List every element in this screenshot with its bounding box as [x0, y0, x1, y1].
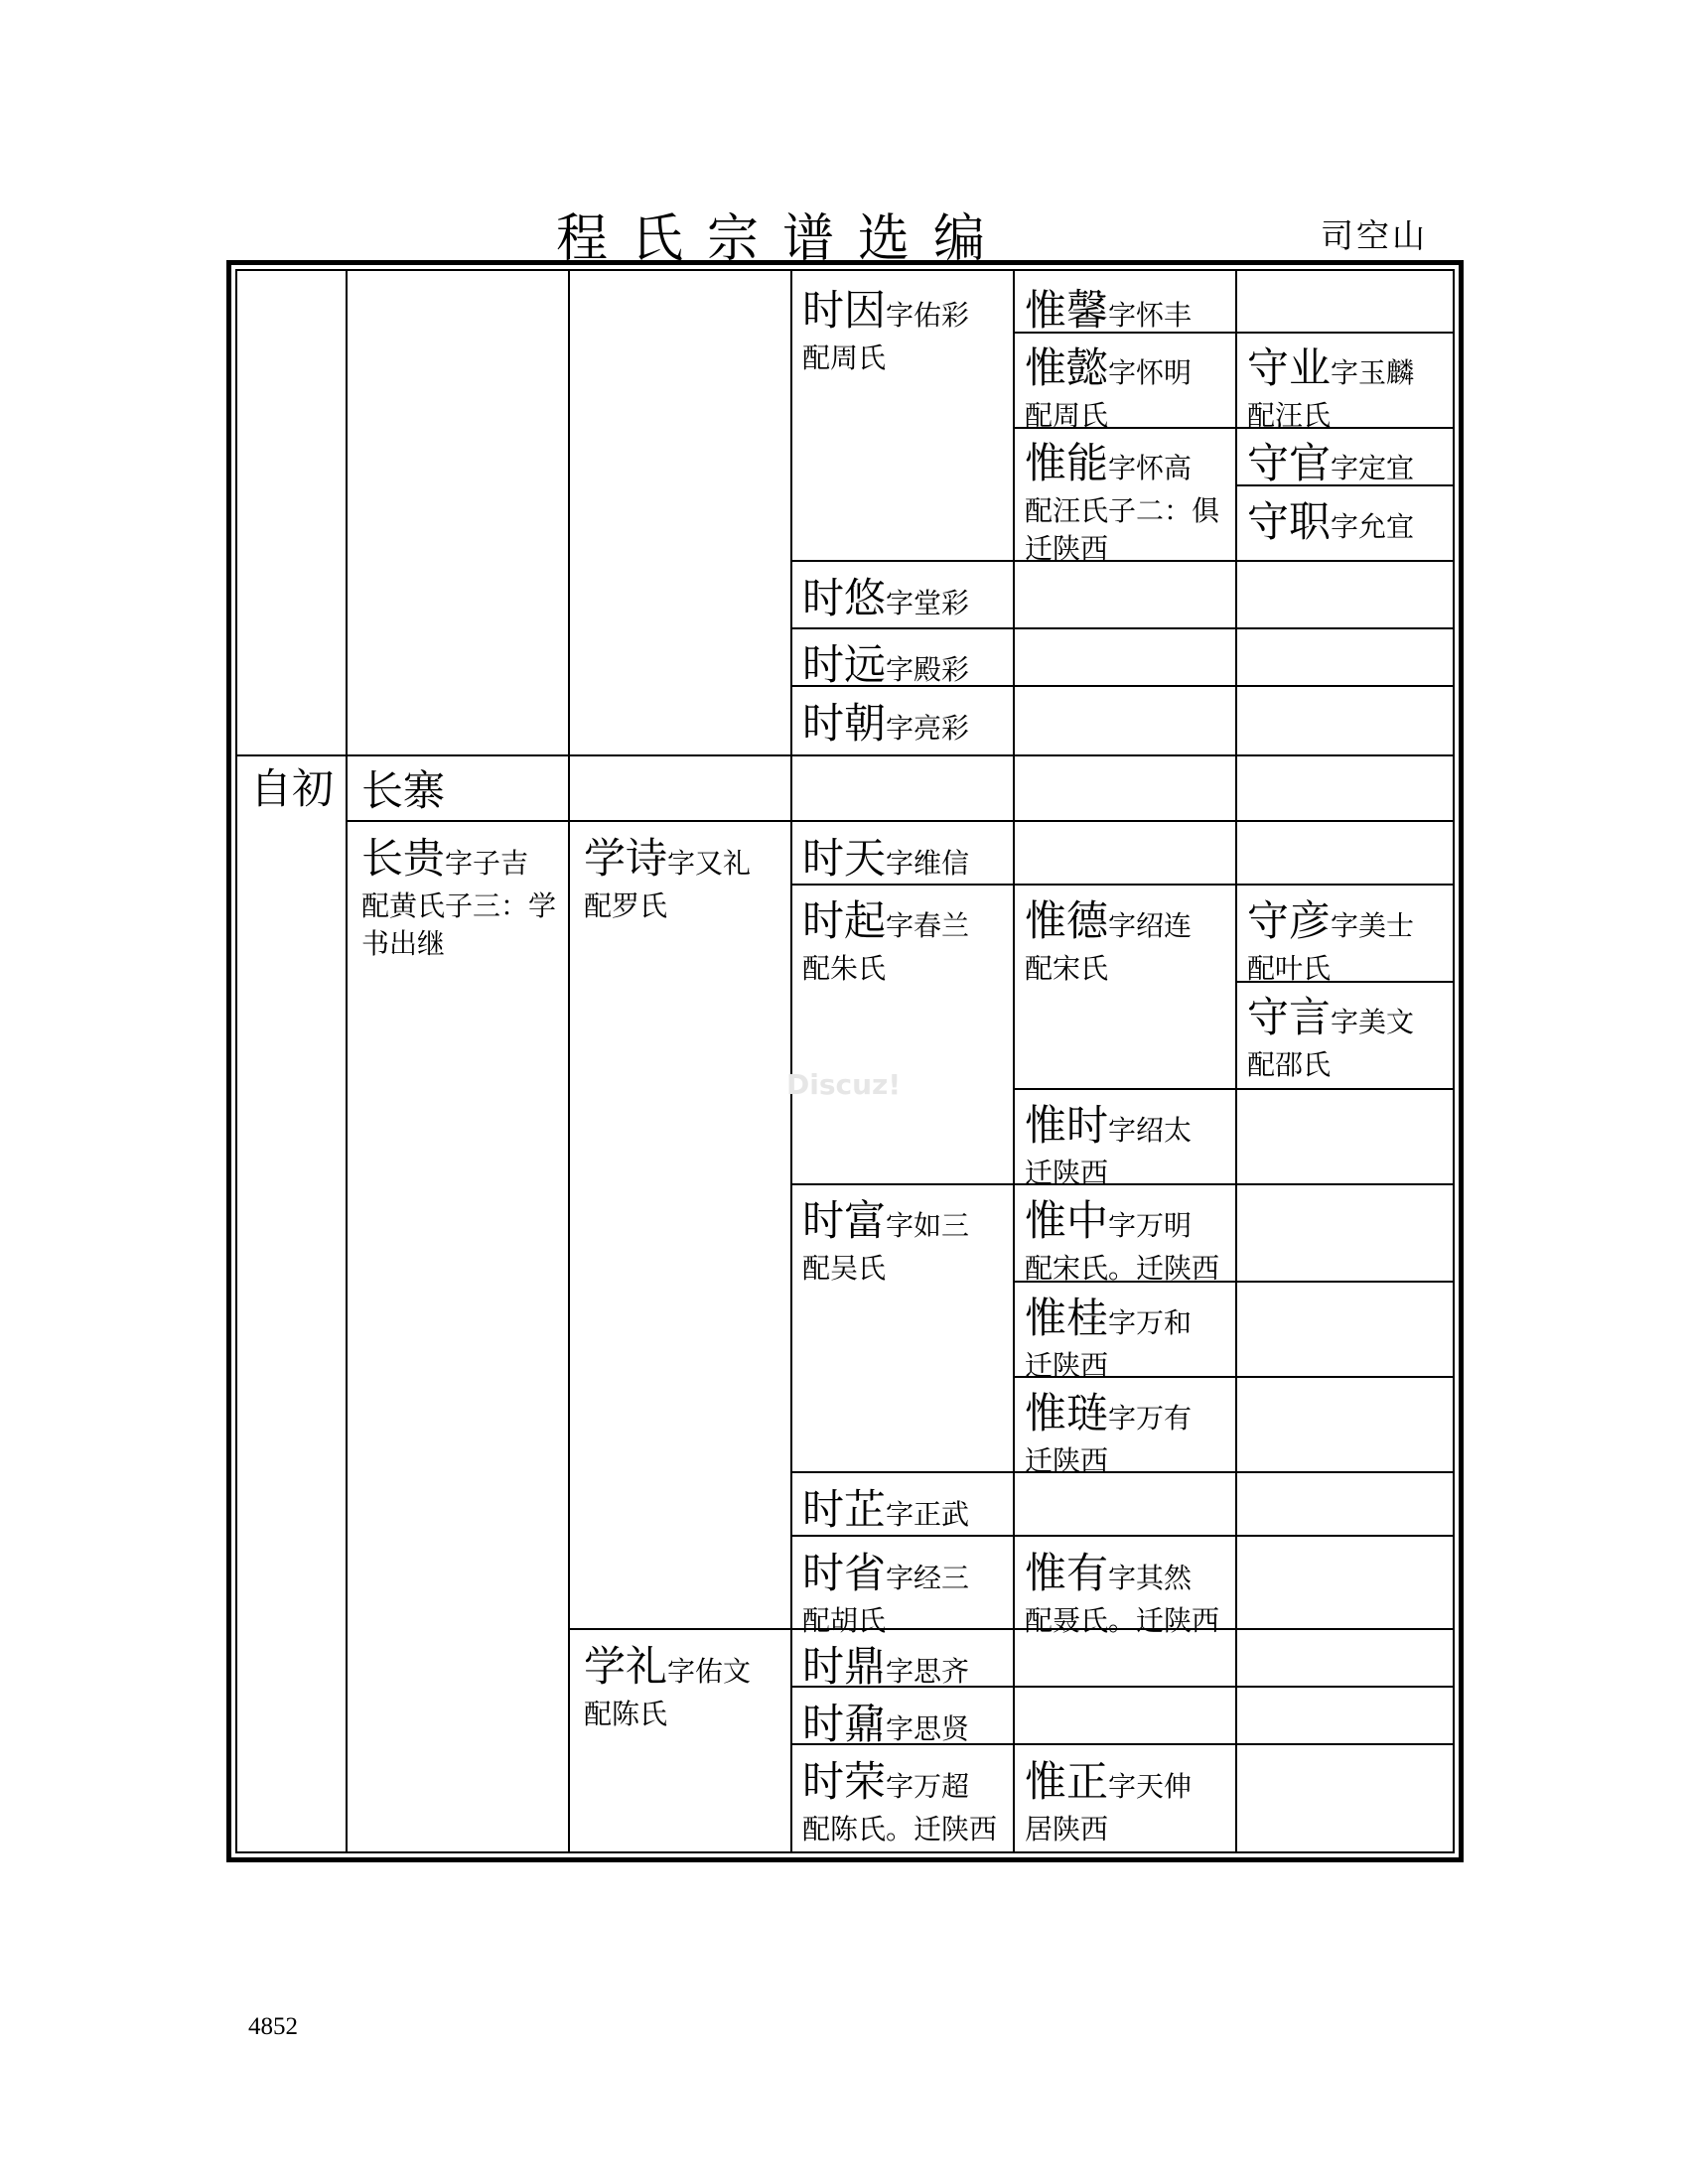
column-divider: [568, 269, 570, 1853]
courtesy-name: 字其然: [1108, 1562, 1193, 1594]
courtesy-name: 字美文: [1331, 1006, 1415, 1038]
person-name: 学礼: [584, 1642, 668, 1691]
spouse-note: 配陈氏。迁陕西: [802, 1813, 998, 1845]
entry-shizhi: [802, 1477, 969, 1537]
spouse-note: 配吴氏: [802, 1252, 887, 1285]
entry-changzhai: [361, 758, 445, 818]
page-subtitle: 司空山: [1321, 216, 1428, 255]
spouse-note: 配周氏: [802, 341, 887, 374]
courtesy-name: 字佑文: [667, 1655, 752, 1688]
spouse-note: 配汪氏子二：俱: [1025, 494, 1220, 527]
column-divider: [346, 269, 348, 1853]
entry-changgui: [361, 826, 556, 963]
spouse-note: 配朱氏: [802, 952, 887, 985]
spouse-note: 配宋氏。迁陕西: [1025, 1252, 1220, 1285]
spouse-note: 配汪氏: [1247, 399, 1332, 432]
courtesy-name: 字玉麟: [1331, 356, 1415, 389]
migration-note: 迁陕西: [1025, 532, 1109, 565]
person-name: 时天: [802, 834, 887, 883]
courtesy-name: 字佑彩: [886, 299, 970, 332]
entry-weiyi: [1025, 336, 1192, 435]
entry-weishi: [1025, 1093, 1192, 1192]
person-name: 守彦: [1247, 896, 1332, 945]
page-number: 4852: [248, 2013, 298, 2040]
courtesy-name: 字经三: [886, 1562, 970, 1594]
person-name: 守业: [1247, 343, 1332, 392]
person-name: 长寨: [361, 766, 446, 815]
courtesy-name: 字殿彩: [886, 653, 970, 686]
residence-note: 居陕西: [1025, 1813, 1109, 1845]
spouse-note: 配叶氏: [1247, 952, 1332, 985]
person-name: 惟有: [1025, 1549, 1109, 1597]
spouse-note: 配胡氏: [802, 1604, 887, 1637]
courtesy-name: 字又礼: [667, 847, 752, 880]
courtesy-name: 字定宜: [1331, 452, 1415, 484]
person-name: 惟馨: [1025, 286, 1109, 335]
entry-shichao: [802, 691, 969, 751]
person-name: 时省: [802, 1549, 887, 1597]
courtesy-name: 字万超: [886, 1770, 970, 1803]
courtesy-name: 字维信: [886, 847, 970, 880]
entry-shixing: [802, 1541, 969, 1640]
spouse-note: 配罗氏: [584, 889, 668, 922]
entry-weigui: [1025, 1286, 1192, 1385]
page-title: 程氏宗谱选编: [556, 209, 1010, 269]
entry-shinai: [802, 1692, 969, 1751]
entry-shouyan: [1247, 888, 1414, 988]
person-name: 时鼎: [802, 1642, 887, 1691]
migration-note: 迁陕西: [1025, 1349, 1109, 1382]
spouse-note: 配陈氏: [584, 1698, 668, 1730]
courtesy-name: 字怀高: [1108, 452, 1193, 484]
spouse-note-continued: 书出继: [361, 927, 446, 960]
person-name: 时远: [802, 640, 887, 689]
entry-weilian: [1025, 1381, 1192, 1480]
courtesy-name: 字绍太: [1108, 1114, 1193, 1147]
entry-xueli: [584, 1634, 751, 1733]
courtesy-name: 字思齐: [886, 1655, 970, 1688]
courtesy-name: 字堂彩: [886, 587, 970, 619]
courtesy-name: 字美士: [1331, 909, 1415, 942]
person-name: 时因: [802, 286, 887, 335]
entry-shiding: [802, 1634, 969, 1694]
entry-weizheng: [1025, 1749, 1192, 1848]
person-name: 时芷: [802, 1485, 887, 1534]
courtesy-name: 字亮彩: [886, 712, 970, 745]
person-name: 长贵: [361, 834, 446, 883]
entry-shiyin: [802, 278, 969, 377]
entry-weixin: [1025, 278, 1192, 338]
entry-weizhong: [1025, 1188, 1219, 1288]
courtesy-name: 字万有: [1108, 1402, 1193, 1434]
column-divider: [790, 269, 792, 1853]
entry-shitian: [802, 826, 969, 886]
row-divider: [568, 1628, 1455, 1630]
spouse-note: 配黄氏子三：学: [361, 889, 557, 922]
courtesy-name: 字思贤: [886, 1712, 970, 1745]
person-name: 惟懿: [1025, 343, 1109, 392]
person-name: 守职: [1247, 497, 1332, 546]
courtesy-name: 字子吉: [445, 847, 529, 880]
row-divider: [235, 754, 1455, 756]
row-divider: [790, 627, 1455, 629]
courtesy-name: 字春兰: [886, 909, 970, 942]
spouse-note: 配宋氏: [1025, 952, 1109, 985]
courtesy-name: 字怀明: [1108, 356, 1193, 389]
generation-label-zichu: 自初: [250, 764, 335, 813]
courtesy-name: 字如三: [886, 1209, 970, 1242]
entry-shiyuan: [802, 632, 969, 692]
person-name: 时鼐: [802, 1700, 887, 1748]
person-name: 时起: [802, 896, 887, 945]
entry-shouyan2: [1247, 985, 1414, 1084]
column-divider: [1013, 269, 1015, 1853]
person-name: 惟德: [1025, 896, 1109, 945]
person-name: 守官: [1247, 439, 1332, 487]
person-name: 时悠: [802, 574, 887, 622]
spouse-note: 配邵氏: [1247, 1048, 1332, 1081]
courtesy-name: 字万明: [1108, 1209, 1193, 1242]
row-divider: [1013, 1088, 1455, 1090]
entry-shifu: [802, 1188, 969, 1288]
person-name: 时富: [802, 1196, 887, 1245]
entry-weide: [1025, 888, 1192, 988]
entry-shouzhi: [1247, 489, 1414, 549]
row-divider: [346, 820, 1455, 822]
entry-shirong: [802, 1749, 997, 1848]
spouse-note: 配周氏: [1025, 399, 1109, 432]
person-name: 惟时: [1025, 1101, 1109, 1150]
courtesy-name: 字天伸: [1108, 1770, 1193, 1803]
person-name: 惟正: [1025, 1757, 1109, 1806]
person-name: 惟能: [1025, 439, 1109, 487]
person-name: 学诗: [584, 834, 668, 883]
entry-weiyou: [1025, 1541, 1219, 1640]
person-name: 时荣: [802, 1757, 887, 1806]
courtesy-name: 字允宜: [1331, 510, 1415, 543]
courtesy-name: 字绍连: [1108, 909, 1193, 942]
courtesy-name: 字正武: [886, 1498, 970, 1531]
person-name: 惟琏: [1025, 1389, 1109, 1437]
migration-note: 迁陕西: [1025, 1157, 1109, 1189]
entry-shiyou: [802, 566, 969, 625]
courtesy-name: 字怀丰: [1108, 299, 1193, 332]
migration-note: 迁陕西: [1025, 1444, 1109, 1477]
entry-shouye: [1247, 336, 1414, 435]
watermark: Discuz!: [786, 1068, 902, 1101]
person-name: 惟中: [1025, 1196, 1109, 1245]
entry-weineng: [1025, 431, 1219, 568]
entry-shiqi: [802, 888, 969, 988]
column-divider: [1235, 269, 1237, 1853]
person-name: 时朝: [802, 699, 887, 748]
entry-shouguan: [1247, 431, 1414, 490]
entry-xueshi: [584, 826, 751, 925]
person-name: 守言: [1247, 993, 1332, 1041]
person-name: 惟桂: [1025, 1294, 1109, 1342]
spouse-note: 配聂氏。迁陕西: [1025, 1604, 1220, 1637]
courtesy-name: 字万和: [1108, 1306, 1193, 1339]
